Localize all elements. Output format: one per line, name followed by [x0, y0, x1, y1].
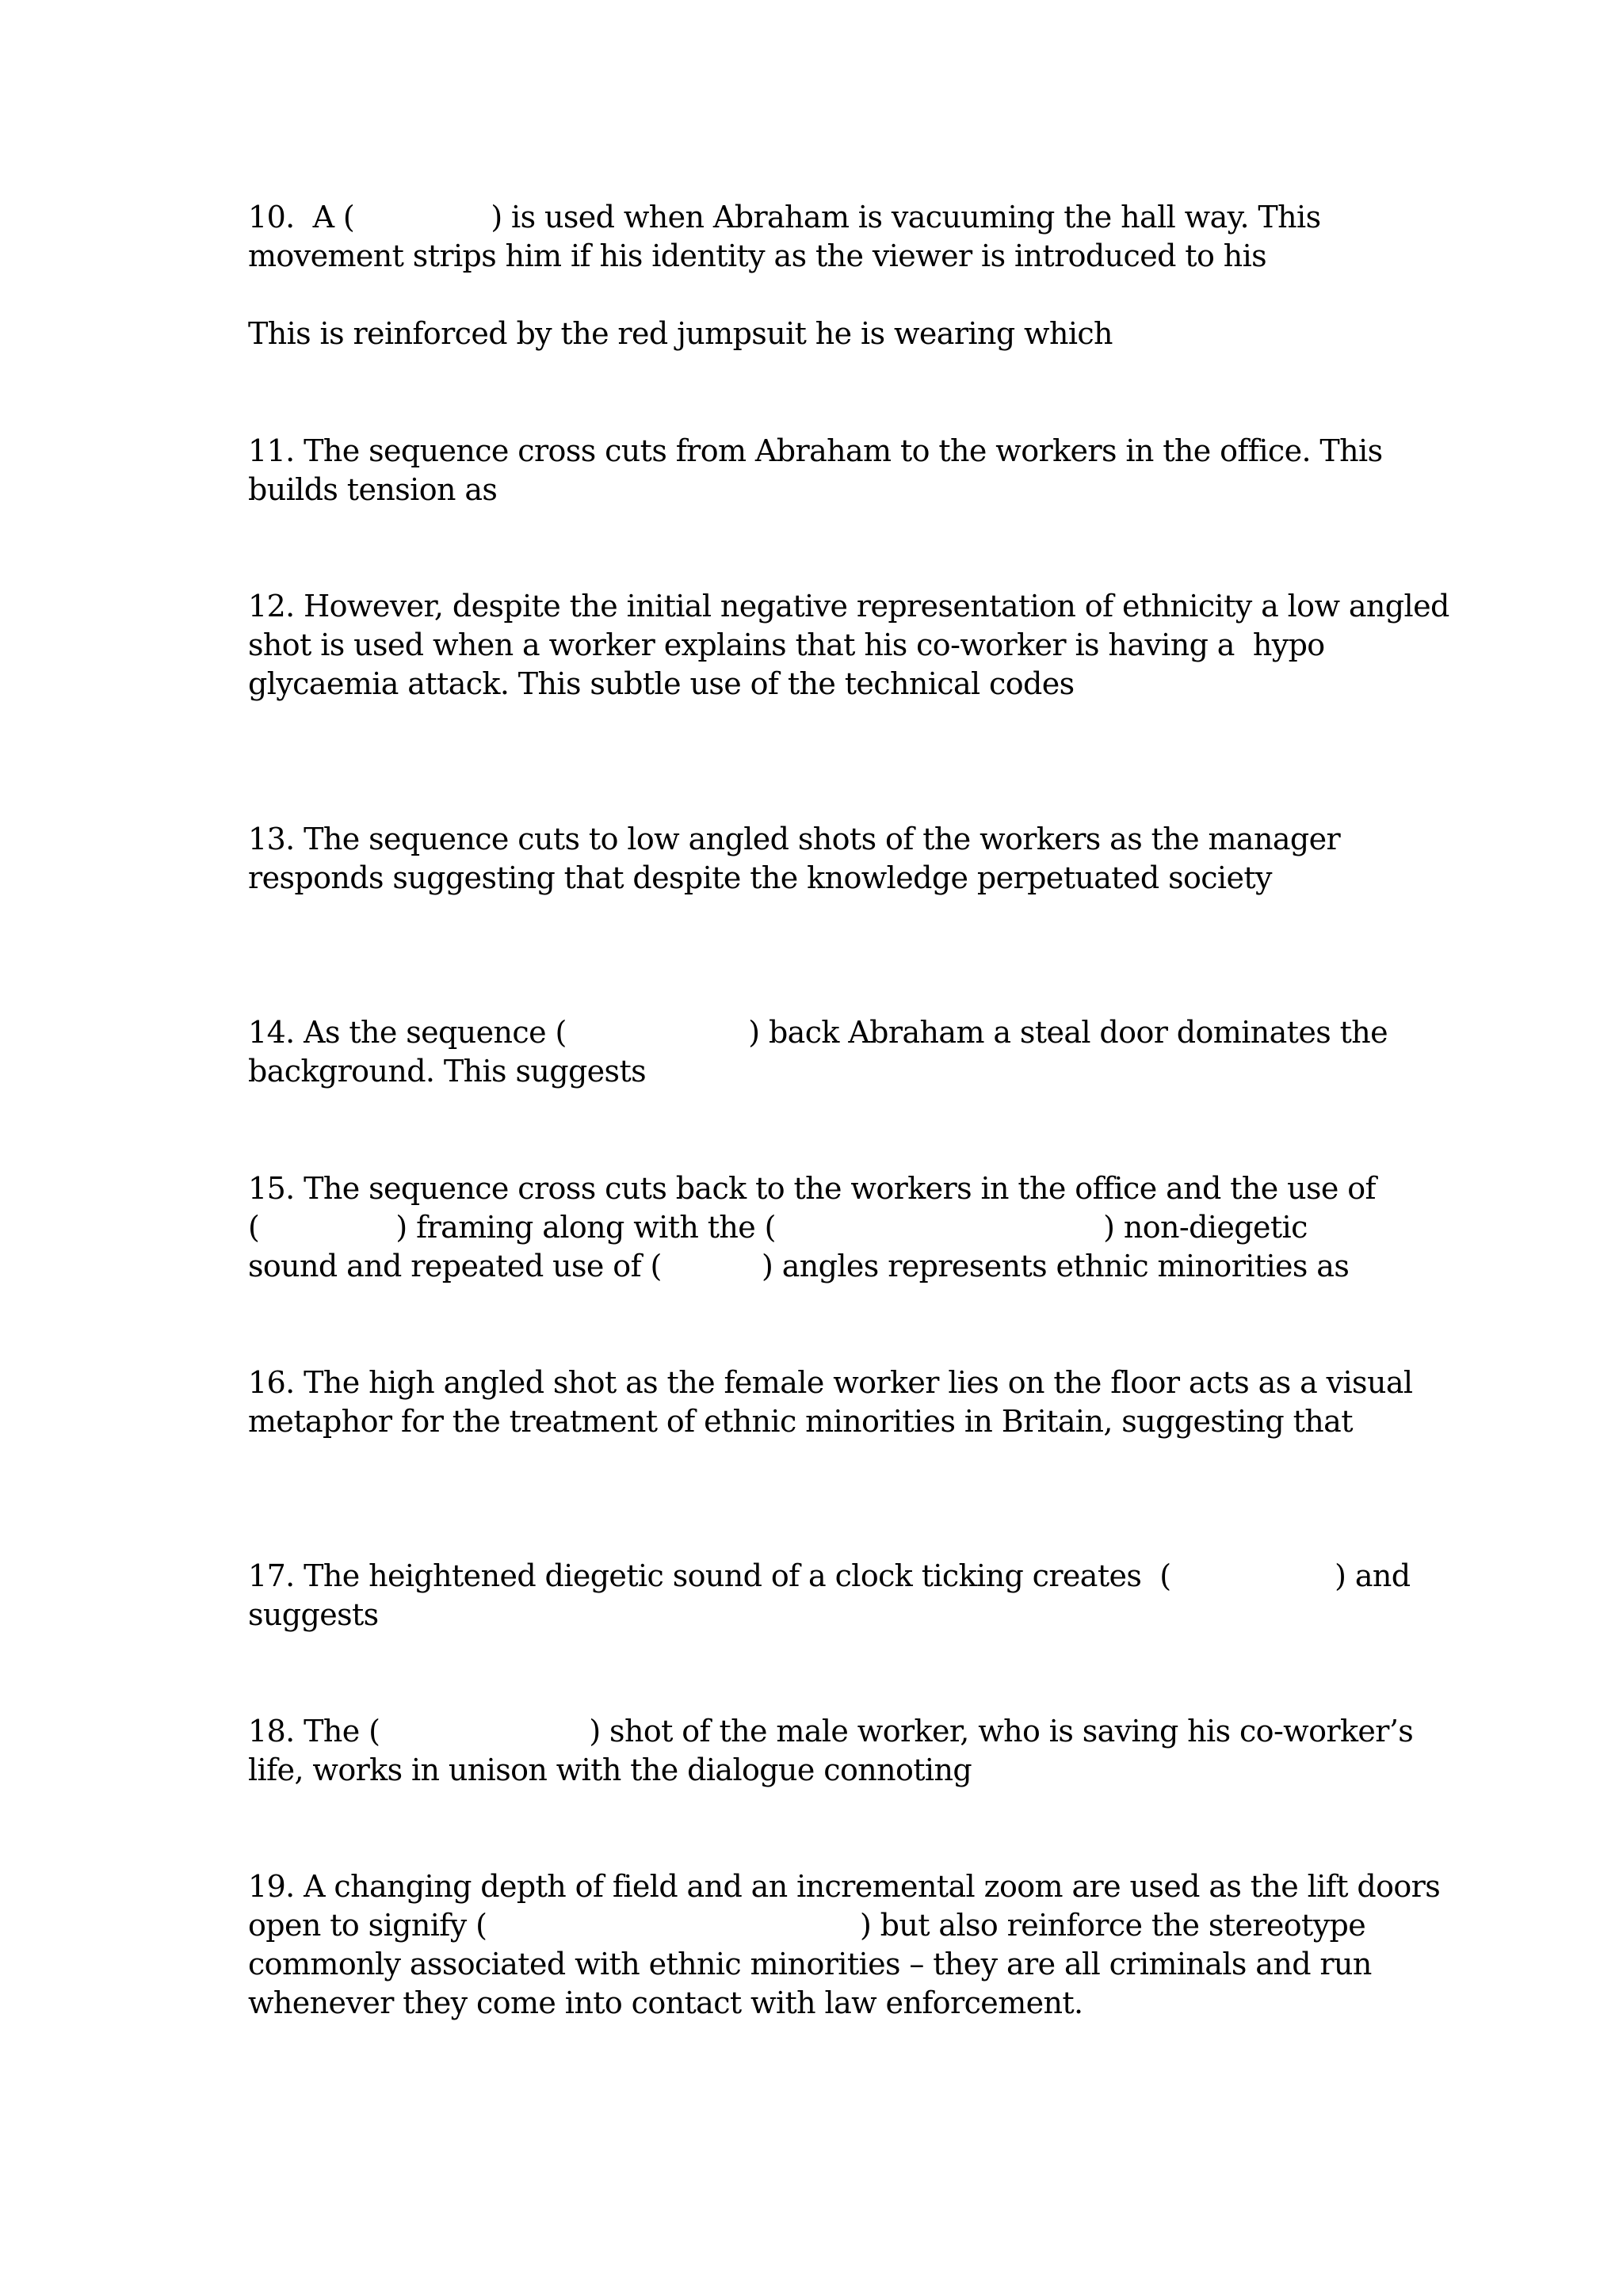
q15-line-3: sound and repeated use of ( ) angles represents ethnic minorities as: [248, 1249, 1350, 1283]
q10-line-3: This is reinforced by the red jumpsuit he is wearing which: [248, 316, 1113, 351]
q16-line-2: metaphor for the treatment of ethnic minorities in Britain, suggesting that: [248, 1404, 1353, 1439]
q19-line-4: whenever they come into contact with law enforcement.: [248, 1985, 1083, 2020]
q15-line-1: 15. The sequence cross cuts back to the workers in the office and the use of: [248, 1171, 1377, 1206]
q13-line-2: responds suggesting that despite the knowledge perpetuated society: [248, 860, 1272, 895]
q19-line-2: open to signify ( ) but also reinforce the stereotype: [248, 1908, 1366, 1943]
q11-line-1: 11. The sequence cross cuts from Abraham to the workers in the office. This: [248, 433, 1383, 468]
q10-line-2: movement strips him if his identity as the viewer is introduced to his: [248, 238, 1267, 273]
q14-line-2: background. This suggests: [248, 1054, 647, 1089]
q17-line-2: suggests: [248, 1597, 379, 1632]
q11-line-2: builds tension as: [248, 472, 498, 507]
q19-line-1: 19. A changing depth of field and an incremental zoom are used as the lift doors: [248, 1869, 1441, 1904]
q17-line-1: 17. The heightened diegetic sound of a clock ticking creates ( ) and: [248, 1558, 1411, 1593]
q12-line-2: shot is used when a worker explains that his co-worker is having a hypo: [248, 627, 1325, 662]
q13-line-1: 13. The sequence cuts to low angled shots of the workers as the manager: [248, 822, 1341, 856]
q10-line-1: 10. A ( ) is used when Abraham is vacuuming the hall way. This: [248, 200, 1321, 235]
q19-line-3: commonly associated with ethnic minorities – they are all criminals and run: [248, 1947, 1372, 1981]
q18-line-1: 18. The ( ) shot of the male worker, who is saving his co-worker’s: [248, 1714, 1414, 1749]
q12-line-3: glycaemia attack. This subtle use of the technical codes: [248, 666, 1075, 701]
q14-line-1: 14. As the sequence ( ) back Abraham a steal door dominates the: [248, 1015, 1388, 1050]
q18-line-2: life, works in unison with the dialogue connoting: [248, 1753, 972, 1787]
q16-line-1: 16. The high angled shot as the female worker lies on the floor acts as a visual: [248, 1365, 1413, 1400]
q12-line-1: 12. However, despite the initial negative representation of ethnicity a low angled: [248, 589, 1449, 624]
q15-line-2: ( ) framing along with the ( ) non-diegetic: [248, 1210, 1308, 1245]
